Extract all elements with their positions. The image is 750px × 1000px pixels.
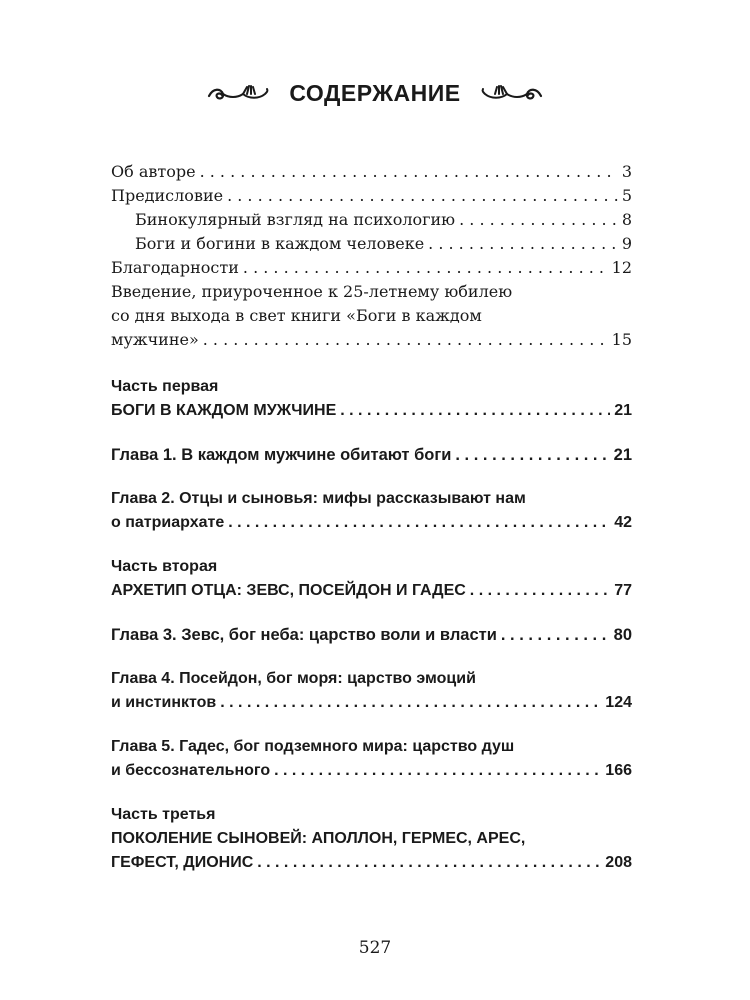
toc-page-number: 3 [621, 162, 632, 181]
toc-page-number: 5 [621, 186, 632, 205]
dot-leader [200, 160, 618, 184]
page-number: 527 [358, 938, 392, 958]
dot-leader [274, 759, 601, 783]
dot-leader [455, 443, 609, 467]
chapter-title-line: Глава 2. Отцы и сыновья: мифы рассказывают нам [111, 490, 526, 507]
toc-page-number: 12 [611, 258, 632, 277]
toc-entry-label-line: со дня выхода в свет книги «Боги в каждом [111, 306, 482, 325]
toc-chapter-2[interactable] [111, 487, 632, 535]
dot-leader [227, 184, 618, 208]
part-label: Часть первая [111, 378, 219, 395]
toc-entry-label: Благодарности [111, 258, 239, 277]
toc-page-number: 15 [611, 330, 632, 349]
toc-entry-label: Боги и богини в каждом человеке [135, 234, 425, 253]
dot-leader [340, 399, 610, 423]
chapter-title-line: Глава 5. Гадес, бог подземного мира: царство душ [111, 738, 515, 755]
toc-entry-preface[interactable] [111, 184, 632, 208]
part-label: Часть вторая [111, 558, 218, 575]
toc-entry-label: Бинокулярный взгляд на психологию [135, 210, 456, 229]
toc-entry-binocular[interactable] [111, 208, 632, 232]
toc-entry-label-line: Введение, приуроченное к 25-летнему юбилею [111, 282, 513, 301]
toc-chapter-5[interactable] [111, 735, 632, 783]
page-title: СОДЕРЖАНИЕ [289, 80, 461, 106]
toc-page-number: 21 [614, 402, 632, 419]
toc-chapter-1[interactable] [111, 443, 632, 467]
flourish-ornament-icon [207, 83, 269, 105]
toc-entry-introduction[interactable] [111, 280, 632, 352]
dot-leader [257, 851, 601, 875]
chapter-title-line: и инстинктов [111, 694, 217, 711]
toc-entry-label: Предисловие [111, 186, 224, 205]
dot-leader [228, 511, 610, 535]
dot-leader [470, 579, 610, 603]
dot-leader [220, 691, 601, 715]
toc-page-number: 42 [614, 514, 632, 531]
dot-leader [501, 623, 610, 647]
toc-chapter-3[interactable] [111, 623, 632, 647]
dot-leader [428, 232, 618, 256]
toc-chapter-4[interactable] [111, 667, 632, 715]
toc-page-number: 9 [621, 234, 632, 253]
contents-heading [0, 80, 750, 107]
toc-entry-label-line: мужчине» [111, 330, 199, 349]
toc-entry-acknowledgements[interactable] [111, 256, 632, 280]
chapter-title-line: Глава 4. Посейдон, бог моря: царство эмоций [111, 670, 476, 687]
toc-page-number: 166 [605, 762, 632, 779]
chapter-title: Глава 1. В каждом мужчине обитают боги [111, 446, 452, 464]
toc-entry-label: Об авторе [111, 162, 196, 181]
toc-page-number: 80 [613, 626, 632, 644]
flourish-ornament-icon [481, 83, 543, 105]
dot-leader [459, 208, 618, 232]
toc-entry-about-author[interactable] [111, 160, 632, 184]
chapter-title-line: и бессознательного [111, 762, 271, 779]
part-title-line: ПОКОЛЕНИЕ СЫНОВЕЙ: АПОЛЛОН, ГЕРМЕС, АРЕС, [111, 830, 526, 847]
chapter-title-line: о патриархате [111, 514, 225, 531]
toc-page-number: 21 [613, 446, 632, 464]
toc-page-number: 124 [605, 694, 632, 711]
part-label: Часть третья [111, 806, 216, 823]
toc-entry-gods-goddesses[interactable] [111, 232, 632, 256]
dot-leader [243, 256, 608, 280]
part-title-line: ГЕФЕСТ, ДИОНИС [111, 854, 254, 871]
table-of-contents [111, 160, 632, 875]
toc-part-two[interactable] [111, 555, 632, 603]
part-title: АРХЕТИП ОТЦА: ЗЕВС, ПОСЕЙДОН И ГАДЕС [111, 582, 466, 599]
toc-part-three[interactable] [111, 803, 632, 875]
toc-page-number: 8 [621, 210, 632, 229]
toc-page-number: 77 [614, 582, 632, 599]
chapter-title: Глава 3. Зевс, бог неба: царство воли и власти [111, 626, 497, 644]
dot-leader [203, 328, 608, 352]
toc-page-number: 208 [605, 854, 632, 871]
part-title: БОГИ В КАЖДОМ МУЖЧИНЕ [111, 402, 337, 419]
toc-part-one[interactable] [111, 375, 632, 423]
